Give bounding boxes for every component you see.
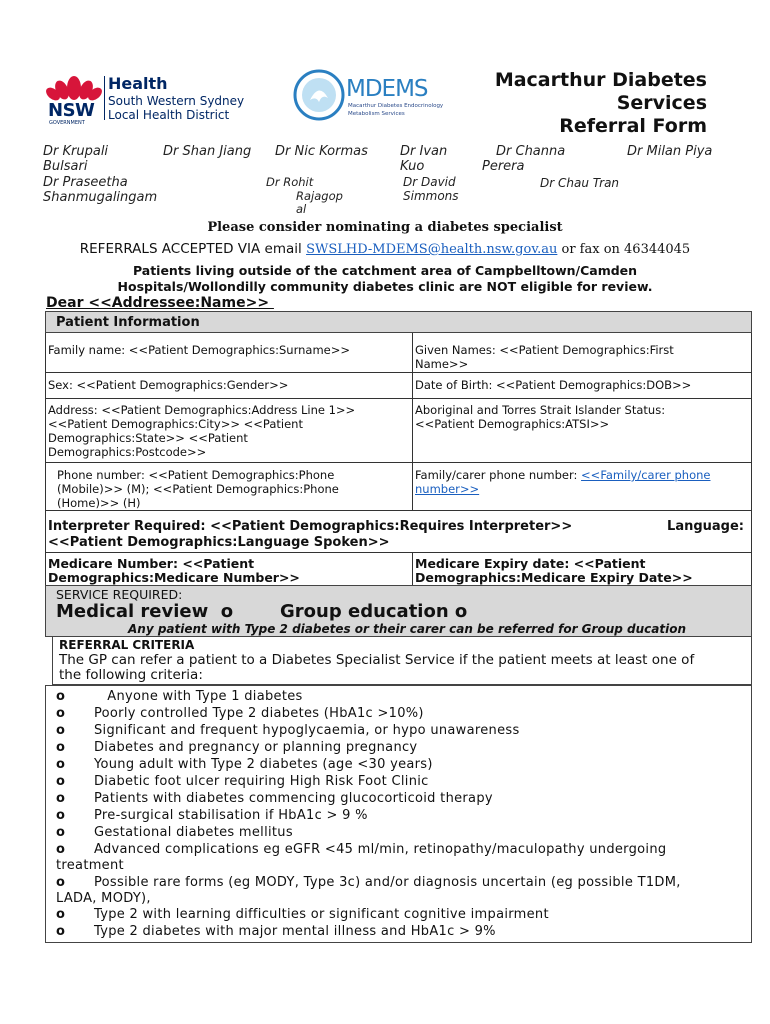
intro-line: the following criteria: (59, 667, 203, 683)
bullet: o (56, 740, 66, 755)
health-text: Health (108, 74, 168, 93)
criteria-text: LADA, MODY), (56, 891, 151, 906)
criteria-item (56, 723, 520, 739)
field-text: (Mobile)>> (M); <<Patient Demographics:Phone (57, 482, 339, 496)
bullet: o (56, 842, 66, 857)
criteria-text: Advanced complications eg eGFR <45 ml/min, retinopathy/maculopathy undergoing (94, 842, 667, 857)
criteria-item (56, 907, 549, 923)
family-name-field[interactable]: Family name: <<Patient Demographics:Surname>> (48, 343, 350, 357)
language-label: Language: (667, 519, 744, 534)
dear-line: Dear <<Addressee:Name>> (46, 295, 274, 311)
fax-text: or fax on 46344045 (557, 242, 691, 257)
field-text: Medicare Expiry date: <<Patient (415, 556, 646, 571)
criteria-text: Possible rare forms (eg MODY, Type 3c) and/or diagnosis uncertain (eg possible T1DM, (94, 875, 681, 890)
field-text: <<Patient Demographics:Language Spoken>> (48, 535, 390, 550)
medical-review-option[interactable]: Medical review o (56, 601, 234, 622)
sex-field[interactable]: Sex: <<Patient Demographics:Gender>> (48, 378, 289, 392)
nsw-health-logo (46, 70, 261, 126)
criteria-item (56, 808, 368, 824)
medicare-number-field[interactable] (45, 555, 412, 587)
doctor-tran: Dr Chau Tran (540, 176, 620, 190)
district-line1: South Western Sydney (108, 94, 245, 108)
doctor-name: Dr David (403, 175, 456, 189)
phone-field[interactable] (54, 466, 412, 512)
group-education-option[interactable]: Group education o (280, 601, 468, 622)
field-text: Name>> (415, 357, 469, 371)
doctor-name: Simmons (403, 189, 459, 203)
doctor-shanmugalingam (43, 175, 157, 205)
doctor-name: Dr Ivan (400, 144, 448, 159)
bullet: o (56, 924, 66, 939)
criteria-item (56, 740, 417, 756)
carer-phone-link[interactable]: number>> (415, 482, 480, 496)
doctor-perera (482, 144, 565, 174)
doctor-name: Shanmugalingam (43, 190, 158, 205)
nominate-text: Please consider nominating a diabetes specialist (207, 220, 563, 235)
criteria-intro (59, 653, 694, 683)
bullet: o (56, 825, 66, 840)
criteria-item (56, 757, 433, 773)
table-border (751, 333, 752, 585)
doctor-name: Dr Krupali (43, 144, 109, 159)
email-link[interactable]: SWSLHD-MDEMS@health.nsw.gov.au (306, 242, 558, 257)
dob-field[interactable]: Date of Birth: <<Patient Demographics:DOB>> (415, 378, 692, 392)
field-text: Address: <<Patient Demographics:Address Line 1>> (48, 403, 356, 417)
criteria-text: Type 2 diabetes with major mental illness and HbA1c > 9% (94, 924, 496, 939)
criteria-item (56, 825, 293, 841)
field-text: Family/carer phone number: (415, 468, 582, 482)
title-line3: Referral Form (559, 115, 707, 137)
criteria-item (56, 689, 303, 705)
field-text: Phone number: <<Patient Demographics:Phone (57, 468, 335, 482)
bullet: o (56, 706, 66, 721)
field-text: <<Patient Demographics:ATSI>> (415, 417, 610, 431)
field-text: Interpreter Required: <<Patient Demographics:Requires Interpreter>> (48, 519, 573, 534)
atsi-field[interactable] (412, 401, 751, 433)
criteria-text: Anyone with Type 1 diabetes (94, 689, 303, 704)
criteria-text: Poorly controlled Type 2 diabetes (HbA1c >10%) (94, 706, 424, 721)
given-names-field[interactable] (412, 341, 751, 373)
doctor-name: Bulsari (43, 159, 88, 174)
district-line2: Local Health District (108, 108, 230, 122)
doctor-simmons (403, 175, 459, 203)
doctor-rajagopal (266, 176, 343, 217)
doctor-name: Dr Praseetha (43, 175, 128, 190)
bullet: o (56, 774, 66, 789)
criteria-text: Pre-surgical stabilisation if HbA1c > 9 % (94, 808, 368, 823)
doctor-name: Kuo (400, 159, 425, 174)
doctor-piya: Dr Milan Piya (627, 144, 713, 159)
bullet: o (56, 757, 66, 772)
bullet: o (56, 808, 66, 823)
criteria-text: Type 2 with learning difficulties or significant cognitive impairment (94, 907, 549, 922)
patient-info-header (45, 311, 752, 333)
bullet: o (56, 723, 66, 738)
field-text: Demographics:Postcode>> (48, 445, 207, 459)
nsw-text: NSW (48, 100, 95, 121)
bullet: o (56, 907, 66, 922)
mdems-emblem-icon (292, 68, 346, 122)
criteria-text: Significant and frequent hypoglycaemia, or hypo unawareness (94, 723, 520, 738)
form-title (495, 69, 707, 138)
catchment-notice (0, 263, 770, 295)
doctor-name: Perera (482, 159, 525, 174)
criteria-text: Diabetes and pregnancy or planning pregnancy (94, 740, 418, 755)
government-text: GOVERNMENT (49, 120, 85, 126)
referrals-prefix: REFERRALS ACCEPTED VIA email (79, 241, 307, 257)
service-required-box (45, 585, 752, 637)
criteria-text: Gestational diabetes mellitus (94, 825, 293, 840)
criteria-text: Diabetic foot ulcer requiring High Risk Foot Clinic (94, 774, 429, 789)
title-line1: Macarthur Diabetes (494, 69, 707, 91)
logo-divider (104, 76, 105, 120)
address-field[interactable] (45, 401, 412, 461)
doctor-kormas: Dr Nic Kormas (275, 144, 368, 159)
table-rule (45, 462, 752, 463)
service-heading: SERVICE REQUIRED: (56, 587, 183, 602)
doctor-name: Dr Rohit (266, 175, 314, 189)
doctor-name: Rajagop (296, 188, 343, 203)
carer-phone-link[interactable]: <<Family/carer phone (581, 468, 711, 482)
mdems-name: MDEMS (346, 76, 428, 102)
bullet: o (56, 791, 66, 806)
mdems-sub1: Macarthur Diabetes Endocrinology (348, 103, 444, 109)
bullet: o (56, 875, 66, 890)
intro-line: The GP can refer a patient to a Diabetes Specialist Service if the patient meets at least one of (59, 652, 695, 668)
field-text: Given Names: <<Patient Demographics:First (415, 343, 674, 357)
field-text: Demographics:State>> <<Patient (48, 431, 248, 445)
field-text: Medicare Number: <<Patient (48, 556, 255, 571)
criteria-item-advanced (56, 842, 746, 874)
table-rule (45, 398, 752, 399)
group-note: Any patient with Type 2 diabetes or their carer can be referred for Group ducation (128, 622, 686, 636)
title-line2: Services (616, 92, 707, 114)
criteria-heading: REFERRAL CRITERIA (59, 638, 195, 652)
doctor-name: Dr Channa (496, 144, 566, 159)
field-text: <<Patient Demographics:City>> <<Patient (48, 417, 303, 431)
criteria-item (56, 706, 424, 722)
criteria-text: Young adult with Type 2 diabetes (age <30 years) (94, 757, 433, 772)
bullet: o (56, 689, 66, 704)
criteria-item (56, 774, 429, 790)
criteria-item-rare (56, 875, 746, 907)
criteria-item (56, 924, 496, 940)
doctor-kuo (400, 144, 447, 174)
field-text: Demographics:Medicare Number>> (48, 570, 300, 585)
referrals-line (0, 241, 770, 257)
mdems-logo (292, 68, 452, 124)
criteria-text: treatment (56, 858, 124, 873)
doctor-name: al (296, 202, 307, 216)
criteria-item (56, 791, 493, 807)
criteria-intro-box (52, 637, 752, 685)
field-text: Aboriginal and Torres Strait Islander Status: (415, 403, 666, 417)
field-text: Demographics:Medicare Expiry Date>> (415, 570, 693, 585)
medicare-expiry-field[interactable] (412, 555, 751, 587)
doctor-jiang: Dr Shan Jiang (163, 144, 252, 159)
patient-info-heading: Patient Information (56, 315, 200, 330)
carer-phone-field[interactable] (412, 466, 751, 498)
doctor-bulsari (43, 144, 108, 174)
interpreter-field[interactable] (45, 517, 751, 553)
field-text: (Home)>> (H) (57, 496, 141, 510)
catchment-line: Patients living outside of the catchment area of Campbelltown/Camden (132, 263, 638, 278)
catchment-line: Hospitals/Wollondilly community diabetes clinic are NOT eligible for review. (117, 279, 653, 294)
criteria-text: Patients with diabetes commencing glucocorticoid therapy (94, 791, 493, 806)
mdems-sub2: Metabolism Services (348, 111, 405, 117)
